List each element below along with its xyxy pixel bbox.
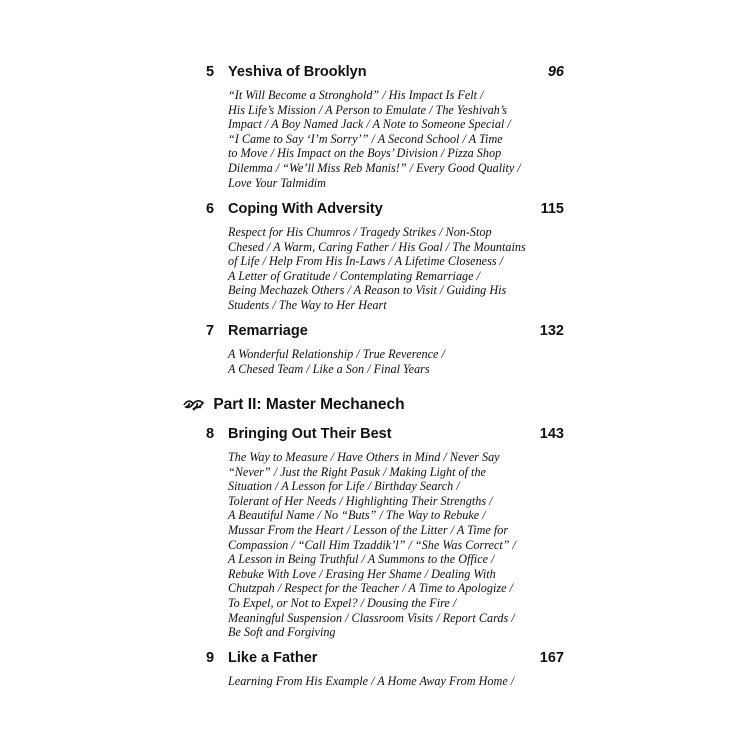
chapter-number: 9 — [206, 650, 215, 666]
chapter-title: Like a Father — [228, 650, 318, 666]
topic-line: Students / The Way to Her Heart — [228, 297, 387, 312]
chapter-6[interactable] — [206, 198, 564, 313]
chapter-heading[interactable] — [206, 320, 564, 342]
topic-line: Compassion / “Call Him Tzaddik’l” / “She Was Correct” / — [228, 537, 516, 552]
chapter-5[interactable] — [206, 61, 564, 190]
topic-line: To Expel, or Not to Expel? / Dousing the Fire / — [228, 595, 457, 610]
topic-line: A Letter of Gratitude / Contemplating Remarriage / — [228, 268, 480, 283]
chapter-number: 6 — [206, 201, 215, 217]
topic-line: Chutzpah / Respect for the Teacher / A Time to Apologize / — [228, 581, 513, 596]
chapter-heading[interactable] — [206, 647, 564, 669]
chapter-title: Remarriage — [228, 323, 308, 339]
topic-line: A Chesed Team / Like a Son / Final Years — [228, 361, 430, 376]
chapter-8[interactable] — [206, 423, 564, 640]
topic-line: of Life / Help From His In-Laws / A Lifetime Closeness / — [228, 254, 504, 269]
chapter-heading[interactable] — [206, 198, 564, 220]
chapter-heading[interactable] — [206, 61, 564, 83]
topic-line: Meaningful Suspension / Classroom Visits / Report Cards / — [228, 610, 515, 625]
topic-line: Tolerant of Her Needs / Highlighting Their Strengths / — [228, 493, 493, 508]
chapter-page-number: 115 — [540, 201, 564, 217]
topic-line: “I Came to Say ‘I’m Sorry’” / A Second School / A Time — [228, 131, 503, 146]
part-heading[interactable] — [183, 394, 405, 416]
chapter-9[interactable] — [206, 647, 564, 689]
topic-line: to Move / His Impact on the Boys’ Division / Pizza Shop — [228, 146, 502, 161]
part-title: Part II: Master Mechanech — [213, 396, 405, 413]
topic-line: A Lesson in Being Truthful / A Summons to the Office / — [228, 552, 495, 567]
topic-line: Mussar From the Heart / Lesson of the Litter / A Time for — [228, 522, 509, 537]
topic-line: Love Your Talmidim — [228, 175, 326, 190]
topic-line: Learning From His Example / A Home Away From Home / — [228, 674, 515, 688]
chapter-topics — [228, 450, 564, 640]
chapter-page-number: 167 — [539, 650, 564, 666]
chapter-number: 8 — [206, 426, 215, 442]
chapter-topics — [228, 88, 564, 190]
topic-line: A Beautiful Name / No “Buts” / The Way to Rebuke / — [228, 508, 486, 523]
topic-line: Respect for His Chumros / Tragedy Strikes / Non-Stop — [228, 225, 492, 239]
topic-line: “Never” / Just the Right Pasuk / Making Light of the — [228, 464, 486, 479]
chapter-topics — [228, 674, 564, 689]
chapter-topics — [228, 347, 564, 376]
ornament-icon — [183, 397, 205, 411]
topic-line: Being Mechazek Others / A Reason to Visit / Guiding His — [228, 283, 507, 298]
chapter-title: Yeshiva of Brooklyn — [228, 64, 367, 80]
topic-line: Rebuke With Love / Erasing Her Shame / Dealing With — [228, 566, 496, 581]
chapter-number: 7 — [206, 323, 215, 339]
topic-line: A Wonderful Relationship / True Reverence / — [228, 347, 445, 361]
chapter-title: Bringing Out Their Best — [228, 426, 392, 442]
topic-line: Impact / A Boy Named Jack / A Note to Someone Special / — [228, 117, 511, 132]
topic-line: Chesed / A Warm, Caring Father / His Goal / The Mountains — [228, 239, 526, 254]
chapter-page-number: 96 — [547, 64, 564, 80]
topic-line: The Way to Measure / Have Others in Mind / Never Say — [228, 450, 500, 464]
topic-line: Situation / A Lesson for Life / Birthday Search / — [228, 479, 460, 494]
topic-line: Dilemma / “We’ll Miss Reb Manis!” / Every Good Quality / — [228, 160, 521, 175]
chapter-number: 5 — [206, 64, 215, 80]
chapter-page-number: 132 — [539, 323, 564, 339]
chapter-page-number: 143 — [539, 426, 564, 442]
chapter-7[interactable] — [206, 320, 564, 376]
chapter-title: Coping With Adversity — [228, 201, 383, 217]
chapter-topics — [228, 225, 564, 313]
topic-line: “It Will Become a Stronghold” / His Impact Is Felt / — [228, 88, 484, 102]
chapter-heading[interactable] — [206, 423, 564, 445]
topic-line: Be Soft and Forgiving — [228, 625, 336, 640]
topic-line: His Life’s Mission / A Person to Emulate / The Yeshivah’s — [228, 102, 507, 117]
